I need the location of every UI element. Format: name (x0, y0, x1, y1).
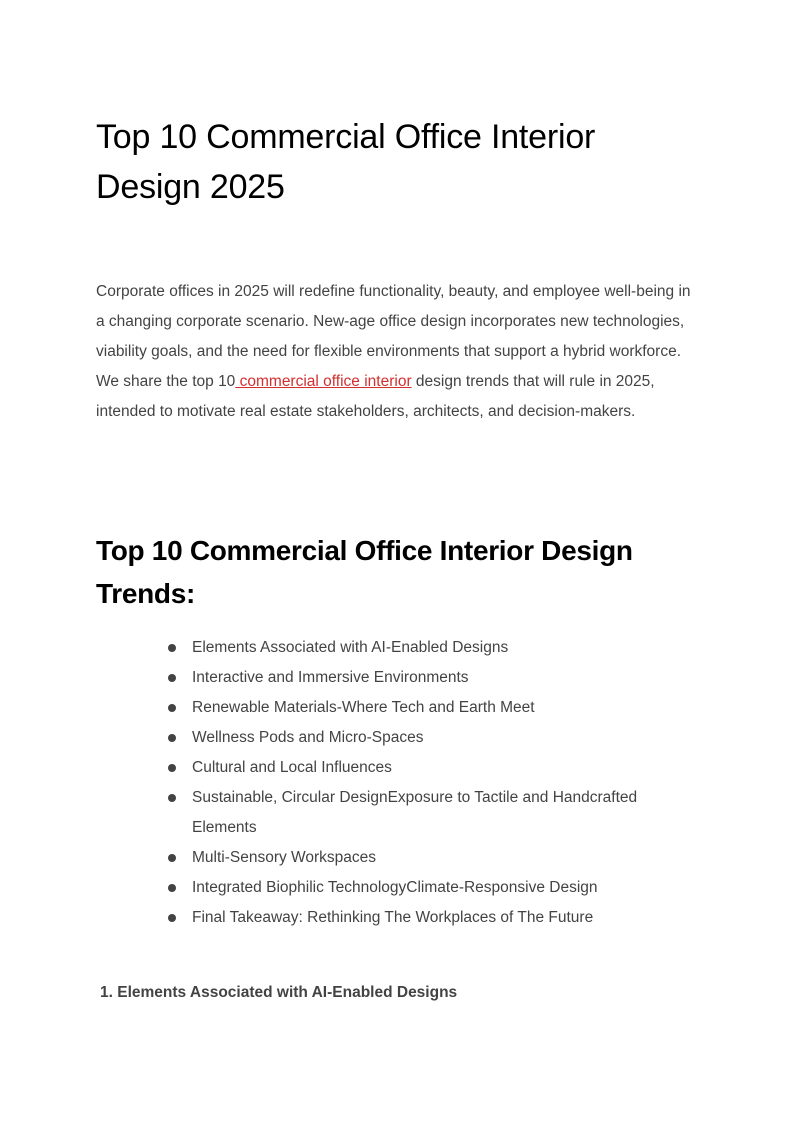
list-item-text: Sustainable, Circular DesignExposure to Tactile and Handcrafted Elements (192, 789, 638, 836)
list-item-text: Multi-Sensory Workspaces (192, 849, 377, 866)
list-item-text: Final Takeaway: Rethinking The Workplaces of The Future (192, 909, 594, 926)
bullet-icon (168, 794, 176, 802)
intro-text-after-link: design trends that will rule in 2025, intended to motivate real estate stakeholders, architects, and decision-makers. (96, 373, 655, 420)
section-heading: Top 10 Commercial Office Interior Design Trends: (96, 535, 633, 609)
list-item-text: Integrated Biophilic TechnologyClimate-Responsive Design (192, 879, 598, 896)
list-item (96, 663, 656, 693)
bullet-icon (168, 854, 176, 862)
commercial-office-interior-link[interactable]: commercial office interior (235, 373, 412, 390)
list-item (96, 723, 656, 753)
bullet-icon (168, 644, 176, 652)
list-item-text: Cultural and Local Influences (192, 759, 392, 776)
list-item (96, 693, 656, 723)
list-item-text: Wellness Pods and Micro-Spaces (192, 729, 424, 746)
bullet-icon (168, 674, 176, 682)
trend-list (96, 633, 656, 933)
list-item (96, 753, 656, 783)
list-item (96, 843, 656, 873)
subsection-heading: 1. Elements Associated with AI-Enabled Designs (100, 984, 458, 1001)
list-item-text: Elements Associated with AI-Enabled Designs (192, 639, 509, 656)
list-item (96, 873, 656, 903)
intro-paragraph (96, 277, 696, 427)
list-item (96, 903, 656, 933)
intro-text-before-link: Corporate offices in 2025 will redefine functionality, beauty, and employee well-being in a changing corporate scenario. New-age office design incorporates new technologies, viability goals, and the need for flexible environments that support a hybrid workforce. We share the top 10 (96, 283, 691, 390)
page-title: Top 10 Commercial Office Interior Design 2025 (96, 118, 596, 206)
bullet-icon (168, 914, 176, 922)
list-item-text: Renewable Materials-Where Tech and Earth Meet (192, 699, 535, 716)
list-item (96, 783, 656, 843)
list-item (96, 633, 656, 663)
bullet-icon (168, 734, 176, 742)
bullet-icon (168, 764, 176, 772)
bullet-icon (168, 704, 176, 712)
bullet-icon (168, 884, 176, 892)
list-item-text: Interactive and Immersive Environments (192, 669, 469, 686)
